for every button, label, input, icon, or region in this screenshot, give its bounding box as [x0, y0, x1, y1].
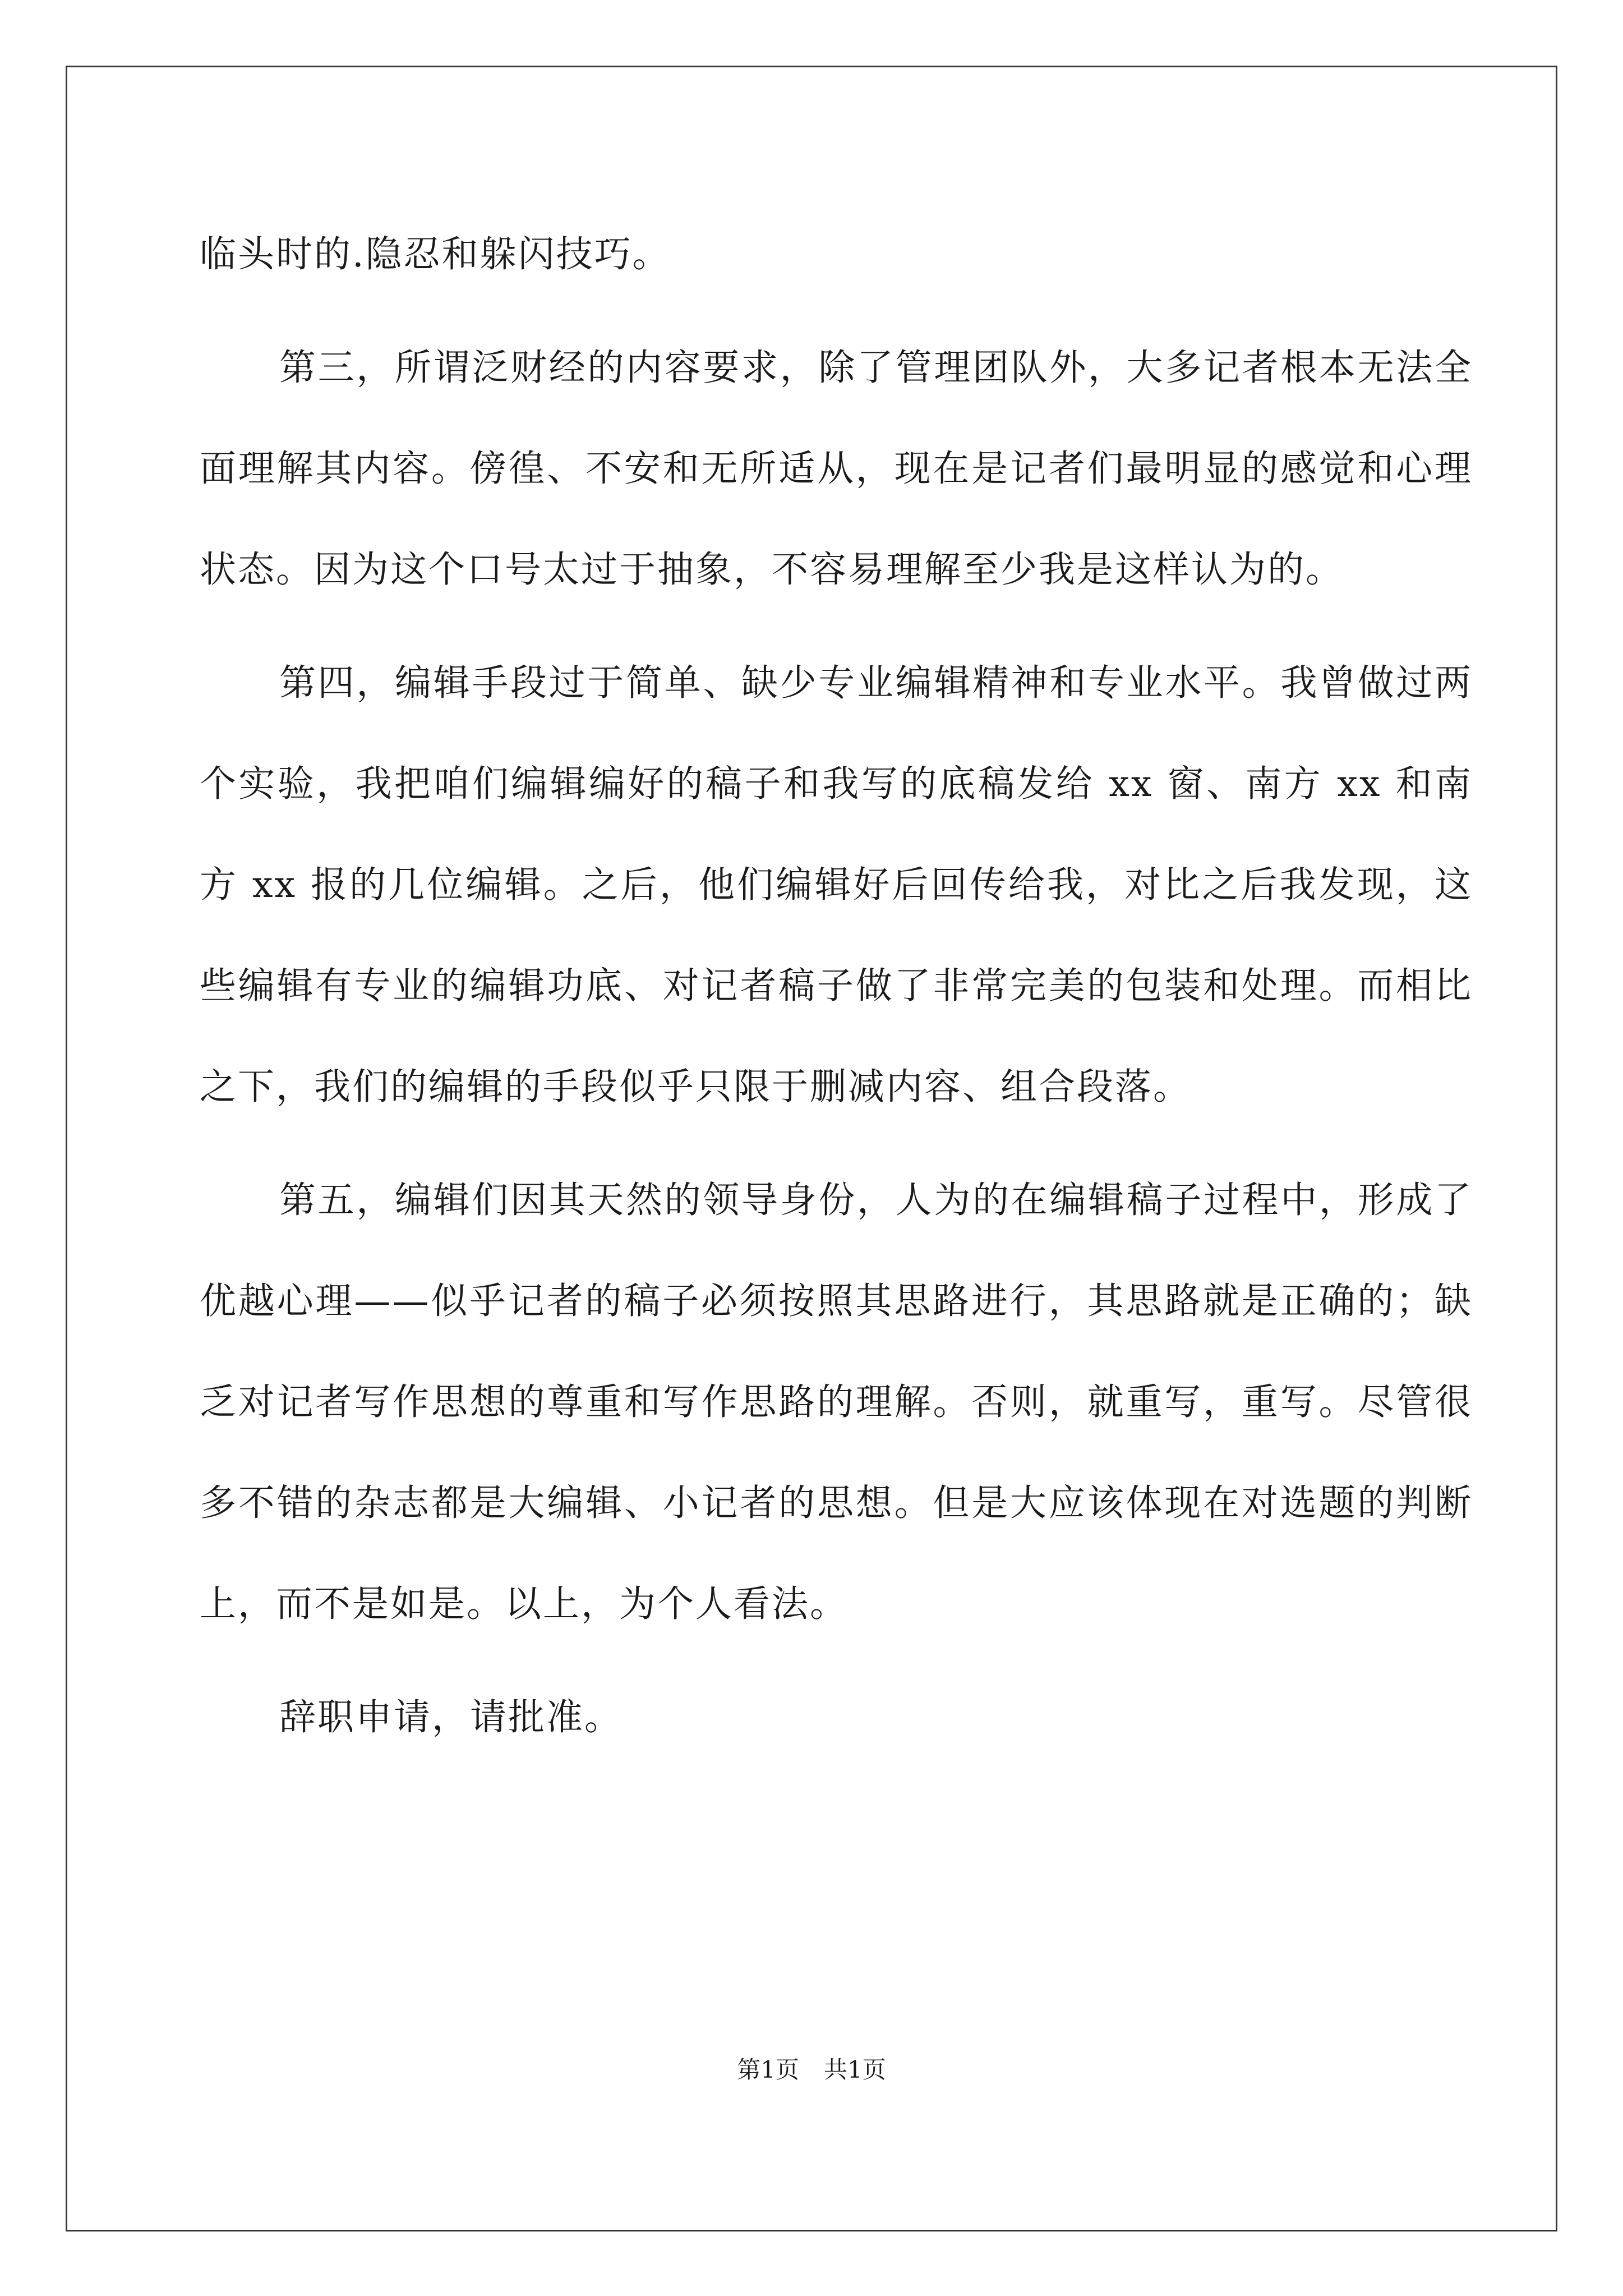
paragraph-3: 第四，编辑手段过于简单、缺少专业编辑精神和专业水平。我曾做过两个实验，我把咱们编辑编好的稿子和我写的底稿发给 xx 窗、南方 xx 和南方 xx 报的几位编辑。之后，他们编辑好后回传给我，对比之后我发现，这些编辑有专业的编辑功底、对记者稿子做了非常完美的包装和处理。而相比之下，我们的编辑的手段似乎只限于删减内容、组合段落。 — [200, 662, 1473, 1108]
page-number: 第1页 — [737, 2056, 799, 2083]
paragraph-2: 第三，所谓泛财经的内容要求，除了管理团队外，大多记者根本无法全面理解其内容。傍徨、不安和无所适从，现在是记者们最明显的感觉和心理状态。因为这个口号太过于抽象，不容易理解至少我是这样认为的。 — [200, 347, 1473, 591]
paragraph-5: 辞职申请，请批准。 — [279, 1696, 623, 1738]
document-body — [200, 204, 1473, 1768]
page-footer — [0, 2053, 1623, 2087]
paragraph-4: 第五，编辑们因其天然的领导身份，人为的在编辑稿子过程中，形成了优越心理——似乎记者的稿子必须按照其思路进行，其思路就是正确的；缺乏对记者写作思想的尊重和写作思路的理解。否则，就重写，重写。尽管很多不错的杂志都是大编辑、小记者的思想。但是大应该体现在对选题的判断上，而不是如是。以上，为个人看法。 — [200, 1179, 1473, 1625]
page-total: 共1页 — [824, 2056, 886, 2083]
paragraph-1: 临头时的.隐忍和躲闪技巧。 — [200, 233, 671, 275]
